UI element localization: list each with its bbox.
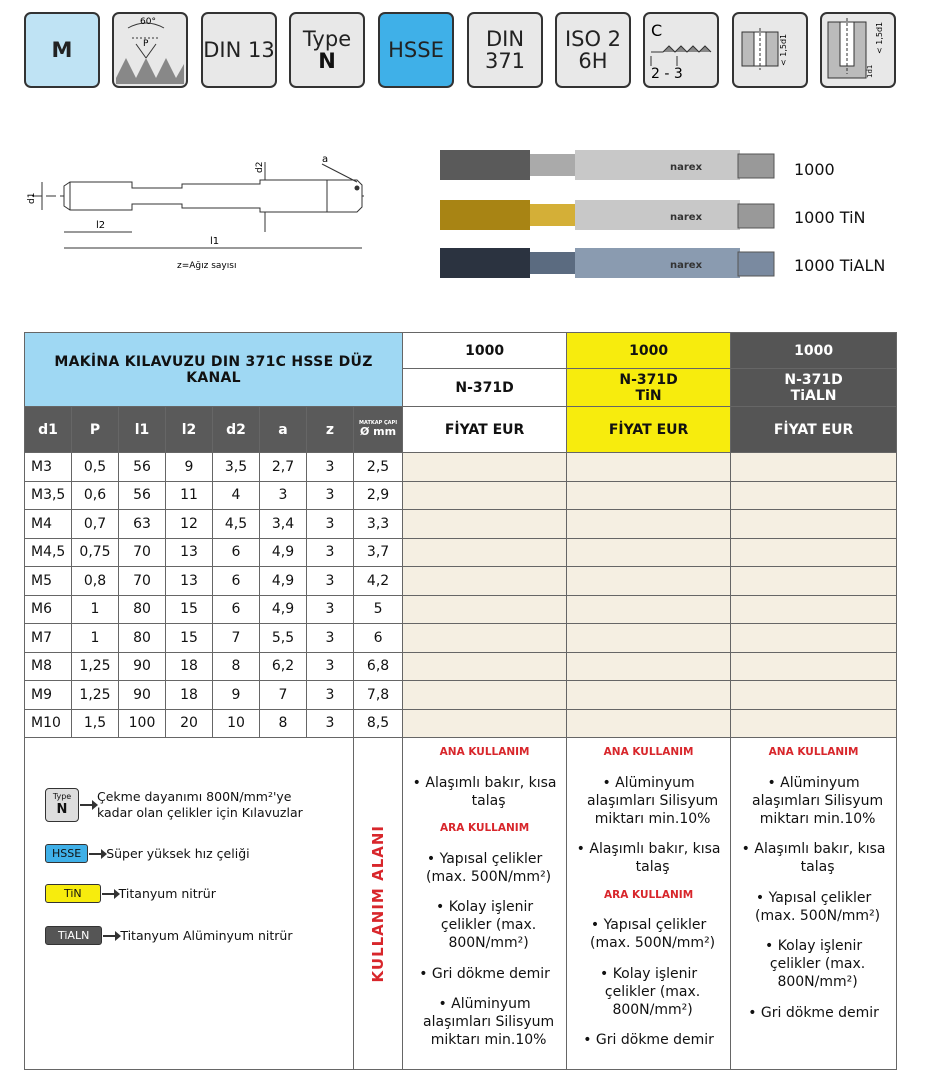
type-bottom-label: N bbox=[318, 49, 336, 73]
usage-1-sub-item: • Gri dökme demir bbox=[419, 965, 550, 982]
table-cell: 6 bbox=[354, 624, 403, 653]
legend-hsse-text: Süper yüksek hız çeliği bbox=[106, 846, 250, 861]
table-cell: 3 bbox=[307, 538, 354, 567]
price-cell bbox=[567, 510, 731, 539]
legend-tialn-text: Titanyum Alüminyum nitrür bbox=[120, 928, 293, 943]
price-cell bbox=[731, 681, 897, 710]
col-drill bbox=[354, 407, 403, 453]
table-cell: 0,8 bbox=[72, 567, 119, 596]
table-cell: 4,2 bbox=[354, 567, 403, 596]
table-cell: 1,25 bbox=[72, 652, 119, 681]
table-cell: 3 bbox=[307, 595, 354, 624]
table-cell: 15 bbox=[166, 595, 213, 624]
chamfer-svg bbox=[645, 14, 717, 86]
usage-2-sub-head: ARA KULLANIM bbox=[604, 888, 694, 901]
brand-logo-2: narex bbox=[670, 212, 703, 223]
din371-badge bbox=[467, 12, 543, 88]
table-cell: 1,25 bbox=[72, 681, 119, 710]
price-head-2: FİYAT EUR bbox=[567, 407, 731, 453]
legend-type-top: Type bbox=[52, 792, 72, 801]
table-cell: 12 bbox=[166, 510, 213, 539]
table-cell: 4,9 bbox=[260, 595, 307, 624]
table-cell: 3 bbox=[307, 453, 354, 482]
price-cell bbox=[731, 624, 897, 653]
table-cell: 6 bbox=[213, 595, 260, 624]
variant-name-1-text: N-371D bbox=[455, 379, 514, 396]
iso-bottom: 6H bbox=[578, 49, 608, 73]
price-cell bbox=[403, 624, 567, 653]
variant-code-2: 1000 bbox=[567, 333, 731, 369]
depth1-label: < 1,5d1 bbox=[779, 33, 788, 66]
drawing-svg bbox=[22, 150, 372, 275]
price-cell bbox=[567, 453, 731, 482]
legend-tin bbox=[45, 884, 216, 903]
table-cell: M3,5 bbox=[25, 481, 72, 510]
table-cell: 2,9 bbox=[354, 481, 403, 510]
blind-hole-svg bbox=[822, 14, 894, 86]
usage-col-3 bbox=[731, 738, 897, 1070]
legend-type-text: Çekme dayanımı 800N/mm²'ye kadar olan çelikler için Kılavuzlar bbox=[97, 788, 303, 820]
usage-2-main-item: • Alüminyum alaşımları Silisyum miktarı min.10% bbox=[587, 774, 719, 828]
table-cell: 13 bbox=[166, 567, 213, 596]
arrow-icon bbox=[103, 935, 117, 937]
table-cell: M5 bbox=[25, 567, 72, 596]
variant-name-2 bbox=[567, 369, 731, 407]
price-cell bbox=[567, 595, 731, 624]
table-cell: 1 bbox=[72, 595, 119, 624]
price-cell bbox=[403, 481, 567, 510]
depth2-label: < 1,5d1 bbox=[875, 21, 884, 54]
table-cell: 7 bbox=[213, 624, 260, 653]
table-cell: 3 bbox=[307, 624, 354, 653]
price-cell bbox=[403, 510, 567, 539]
price-cell bbox=[731, 481, 897, 510]
table-cell: 13 bbox=[166, 538, 213, 567]
price-cell bbox=[567, 538, 731, 567]
col-d1: d1 bbox=[25, 407, 72, 453]
table-title: MAKİNA KILAVUZU DIN 371C HSSE DÜZ KANAL bbox=[25, 333, 403, 407]
table-cell: 4,9 bbox=[260, 567, 307, 596]
table-cell: 8 bbox=[213, 652, 260, 681]
din13-badge bbox=[201, 12, 277, 88]
thread-profile-icon bbox=[112, 12, 188, 88]
d1-dim-label: d1 bbox=[27, 192, 37, 204]
table-row bbox=[25, 681, 897, 710]
legend-hsse bbox=[45, 844, 250, 863]
usage-3-main-head: ANA KULLANIM bbox=[768, 746, 859, 758]
variant-code-3: 1000 bbox=[731, 333, 897, 369]
price-cell bbox=[403, 567, 567, 596]
price-cell bbox=[567, 481, 731, 510]
usage-2-sub-item: • Yapısal çelikler (max. 500N/mm²) bbox=[590, 917, 716, 952]
hsse-label: HSSE bbox=[388, 37, 444, 62]
pitch-label: P bbox=[143, 39, 149, 49]
table-cell: 18 bbox=[166, 681, 213, 710]
table-cell: 63 bbox=[119, 510, 166, 539]
price-cell bbox=[731, 595, 897, 624]
usage-1-main-item: • Alaşımlı bakır, kısa talaş bbox=[412, 774, 557, 809]
price-cell bbox=[731, 567, 897, 596]
table-row bbox=[25, 481, 897, 510]
usage-3-main-item: • Yapısal çelikler (max. 500N/mm²) bbox=[755, 889, 881, 924]
product-photos bbox=[440, 148, 780, 283]
through-hole-svg bbox=[734, 14, 806, 86]
table-cell: 4,9 bbox=[260, 538, 307, 567]
through-hole-icon bbox=[732, 12, 808, 88]
usage-1-sub-head: ARA KULLANIM bbox=[440, 822, 530, 835]
table-row bbox=[25, 709, 897, 738]
table-cell: 5 bbox=[354, 595, 403, 624]
table-cell: 80 bbox=[119, 595, 166, 624]
din371-top: DIN bbox=[485, 26, 525, 51]
table-cell: 3 bbox=[260, 481, 307, 510]
drill-unit: Ø mm bbox=[359, 425, 397, 439]
usage-2-sub-item: • Gri dökme demir bbox=[583, 1032, 714, 1049]
price-cell bbox=[403, 595, 567, 624]
table-cell: 7 bbox=[260, 681, 307, 710]
chamfer-range-label: 2 - 3 bbox=[651, 66, 683, 82]
usage-1-sub-item: • Alüminyum alaşımları Silisyum miktarı min.10% bbox=[423, 995, 555, 1049]
table-cell: 6 bbox=[213, 567, 260, 596]
table-cell: 5,5 bbox=[260, 624, 307, 653]
table-cell: 15 bbox=[166, 624, 213, 653]
usage-col-1 bbox=[403, 738, 567, 1070]
variant-code-1: 1000 bbox=[403, 333, 567, 369]
table-cell: 8 bbox=[260, 709, 307, 738]
d2-dim-label: d2 bbox=[255, 161, 265, 173]
table-cell: 3,5 bbox=[213, 453, 260, 482]
type-top-label: Type bbox=[302, 26, 352, 51]
table-cell: 3 bbox=[307, 709, 354, 738]
usage-vertical-label bbox=[354, 738, 403, 1070]
tap-photo-tin bbox=[440, 200, 774, 230]
price-head-1: FİYAT EUR bbox=[403, 407, 567, 453]
table-cell: 56 bbox=[119, 453, 166, 482]
col-a: a bbox=[260, 407, 307, 453]
table-cell: 3 bbox=[307, 481, 354, 510]
photos-svg bbox=[440, 148, 780, 283]
price-cell bbox=[403, 652, 567, 681]
depth2-small-label: 1d1 bbox=[866, 64, 874, 78]
arrow-icon bbox=[89, 853, 103, 855]
usage-2-sub-item: • Kolay işlenir çelikler (max. 800N/mm²) bbox=[599, 965, 701, 1018]
usage-3-main-item: • Gri dökme demir bbox=[748, 1004, 879, 1021]
tap-photo-plain bbox=[440, 150, 774, 180]
table-cell: M8 bbox=[25, 652, 72, 681]
table-cell: 90 bbox=[119, 681, 166, 710]
iso-badge bbox=[555, 12, 631, 88]
col-l2: l2 bbox=[166, 407, 213, 453]
table-cell: 90 bbox=[119, 652, 166, 681]
legend bbox=[25, 738, 353, 1000]
legend-tin-text: Titanyum nitrür bbox=[118, 886, 216, 901]
table-cell: 6,8 bbox=[354, 652, 403, 681]
product-label-2: 1000 TiN bbox=[794, 208, 866, 227]
usage-vertical-text: KULLANIM ALANI bbox=[369, 824, 388, 983]
table-row bbox=[25, 510, 897, 539]
usage-3-main-item: • Alüminyum alaşımları Silisyum miktarı min.10% bbox=[752, 774, 884, 828]
metric-thread-badge bbox=[24, 12, 100, 88]
thread-profile-svg bbox=[114, 14, 186, 86]
col-l1: l1 bbox=[119, 407, 166, 453]
table-cell: 8,5 bbox=[354, 709, 403, 738]
drawing-caption: z=Ağız sayısı bbox=[177, 261, 237, 271]
brand-logo-3: narex bbox=[670, 260, 703, 271]
legend-type-bottom: N bbox=[56, 801, 68, 817]
variant-name-3-text: N-371D bbox=[784, 371, 843, 388]
metric-label: M bbox=[51, 37, 73, 62]
blind-hole-icon bbox=[820, 12, 896, 88]
product-label-1: 1000 bbox=[794, 160, 835, 179]
product-table bbox=[24, 332, 897, 1070]
table-cell: M4 bbox=[25, 510, 72, 539]
table-cell: 4 bbox=[213, 481, 260, 510]
table-cell: 0,7 bbox=[72, 510, 119, 539]
price-cell bbox=[731, 652, 897, 681]
table-row bbox=[25, 595, 897, 624]
col-z: z bbox=[307, 407, 354, 453]
variant-sub-2: TiN bbox=[635, 387, 662, 404]
table-row bbox=[25, 453, 897, 482]
table-cell: 11 bbox=[166, 481, 213, 510]
table-cell: 10 bbox=[213, 709, 260, 738]
variant-name-1 bbox=[403, 369, 567, 407]
table-row bbox=[25, 624, 897, 653]
hsse-badge bbox=[378, 12, 454, 88]
drill-label: MATKAP ÇAPI bbox=[358, 419, 398, 426]
usage-1-sub-item: • Kolay işlenir çelikler (max. 800N/mm²) bbox=[435, 899, 537, 952]
usage-1-main-head: ANA KULLANIM bbox=[439, 746, 530, 758]
table-row bbox=[25, 538, 897, 567]
table-cell: 3 bbox=[307, 681, 354, 710]
table-cell: 7,8 bbox=[354, 681, 403, 710]
feature-icon-strip bbox=[24, 12, 900, 90]
price-cell bbox=[403, 709, 567, 738]
product-label-3: 1000 TiALN bbox=[794, 256, 886, 275]
arrow-icon bbox=[80, 804, 94, 806]
col-d2: d2 bbox=[213, 407, 260, 453]
variant-name-3 bbox=[731, 369, 897, 407]
table-cell: 3,3 bbox=[354, 510, 403, 539]
price-cell bbox=[567, 567, 731, 596]
table-row bbox=[25, 652, 897, 681]
table-cell: 6,2 bbox=[260, 652, 307, 681]
table-cell: 3,4 bbox=[260, 510, 307, 539]
usage-3-main-item: • Alaşımlı bakır, kısa talaş bbox=[741, 841, 886, 876]
table-cell: 70 bbox=[119, 538, 166, 567]
table-cell: 0,75 bbox=[72, 538, 119, 567]
price-cell bbox=[567, 681, 731, 710]
legend-type-badge bbox=[45, 788, 79, 822]
table-cell: M7 bbox=[25, 624, 72, 653]
table-cell: 18 bbox=[166, 652, 213, 681]
table-cell: 2,7 bbox=[260, 453, 307, 482]
chamfer-c-label: C bbox=[651, 21, 663, 40]
table-cell: 1,5 bbox=[72, 709, 119, 738]
usage-1-sub-item: • Yapısal çelikler (max. 500N/mm²) bbox=[426, 850, 552, 885]
chamfer-icon bbox=[643, 12, 719, 88]
usage-2-main-item: • Alaşımlı bakır, kısa talaş bbox=[576, 841, 721, 876]
table-cell: 4,5 bbox=[213, 510, 260, 539]
table-cell: 9 bbox=[166, 453, 213, 482]
type-n-badge bbox=[289, 12, 365, 88]
l1-dim-label: l1 bbox=[210, 236, 220, 247]
table-cell: 100 bbox=[119, 709, 166, 738]
l2-dim-label: l2 bbox=[96, 220, 106, 231]
legend-tialn bbox=[45, 926, 293, 945]
a-dim-label: a bbox=[322, 154, 329, 165]
price-cell bbox=[403, 453, 567, 482]
din13-label: DIN 13 bbox=[203, 37, 275, 62]
brand-logo-1: narex bbox=[670, 162, 703, 173]
legend-type bbox=[45, 788, 307, 822]
usage-3-main-item: • Kolay işlenir çelikler (max. 800N/mm²) bbox=[764, 937, 866, 991]
price-head-3: FİYAT EUR bbox=[731, 407, 897, 453]
price-cell bbox=[567, 652, 731, 681]
tap-technical-drawing bbox=[22, 150, 372, 275]
price-cell bbox=[403, 538, 567, 567]
variant-sub-3: TiALN bbox=[790, 387, 837, 404]
table-cell: 0,5 bbox=[72, 453, 119, 482]
table-cell: M9 bbox=[25, 681, 72, 710]
table-cell: 56 bbox=[119, 481, 166, 510]
usage-2-main-head: ANA KULLANIM bbox=[603, 746, 694, 758]
table-cell: 3 bbox=[307, 510, 354, 539]
price-cell bbox=[731, 709, 897, 738]
table-cell: M6 bbox=[25, 595, 72, 624]
price-cell bbox=[567, 624, 731, 653]
table-cell: 0,6 bbox=[72, 481, 119, 510]
arrow-icon bbox=[102, 893, 116, 895]
angle-label: 60° bbox=[140, 17, 156, 27]
legend-tin-badge: TiN bbox=[45, 884, 101, 903]
price-cell bbox=[567, 709, 731, 738]
table-cell: M4,5 bbox=[25, 538, 72, 567]
table-cell: 70 bbox=[119, 567, 166, 596]
iso-top: ISO 2 bbox=[564, 26, 622, 51]
table-cell: 3,7 bbox=[354, 538, 403, 567]
table-cell: 1 bbox=[72, 624, 119, 653]
price-cell bbox=[731, 538, 897, 567]
price-cell bbox=[731, 510, 897, 539]
table-cell: 3 bbox=[307, 652, 354, 681]
table-cell: 9 bbox=[213, 681, 260, 710]
col-p: P bbox=[72, 407, 119, 453]
table-row bbox=[25, 567, 897, 596]
tap-photo-tialn bbox=[440, 248, 774, 278]
table-cell: 20 bbox=[166, 709, 213, 738]
din371-bottom: 371 bbox=[484, 49, 526, 73]
table-cell: M3 bbox=[25, 453, 72, 482]
table-cell: M10 bbox=[25, 709, 72, 738]
variant-name-2-text: N-371D bbox=[619, 371, 678, 388]
table-cell: 80 bbox=[119, 624, 166, 653]
legend-hsse-badge: HSSE bbox=[45, 844, 88, 863]
table-cell: 6 bbox=[213, 538, 260, 567]
table-cell: 3 bbox=[307, 567, 354, 596]
legend-cell bbox=[25, 738, 354, 1070]
legend-tialn-badge: TiALN bbox=[45, 926, 102, 945]
price-cell bbox=[403, 681, 567, 710]
price-cell bbox=[731, 453, 897, 482]
usage-col-2 bbox=[567, 738, 731, 1070]
table-cell: 2,5 bbox=[354, 453, 403, 482]
